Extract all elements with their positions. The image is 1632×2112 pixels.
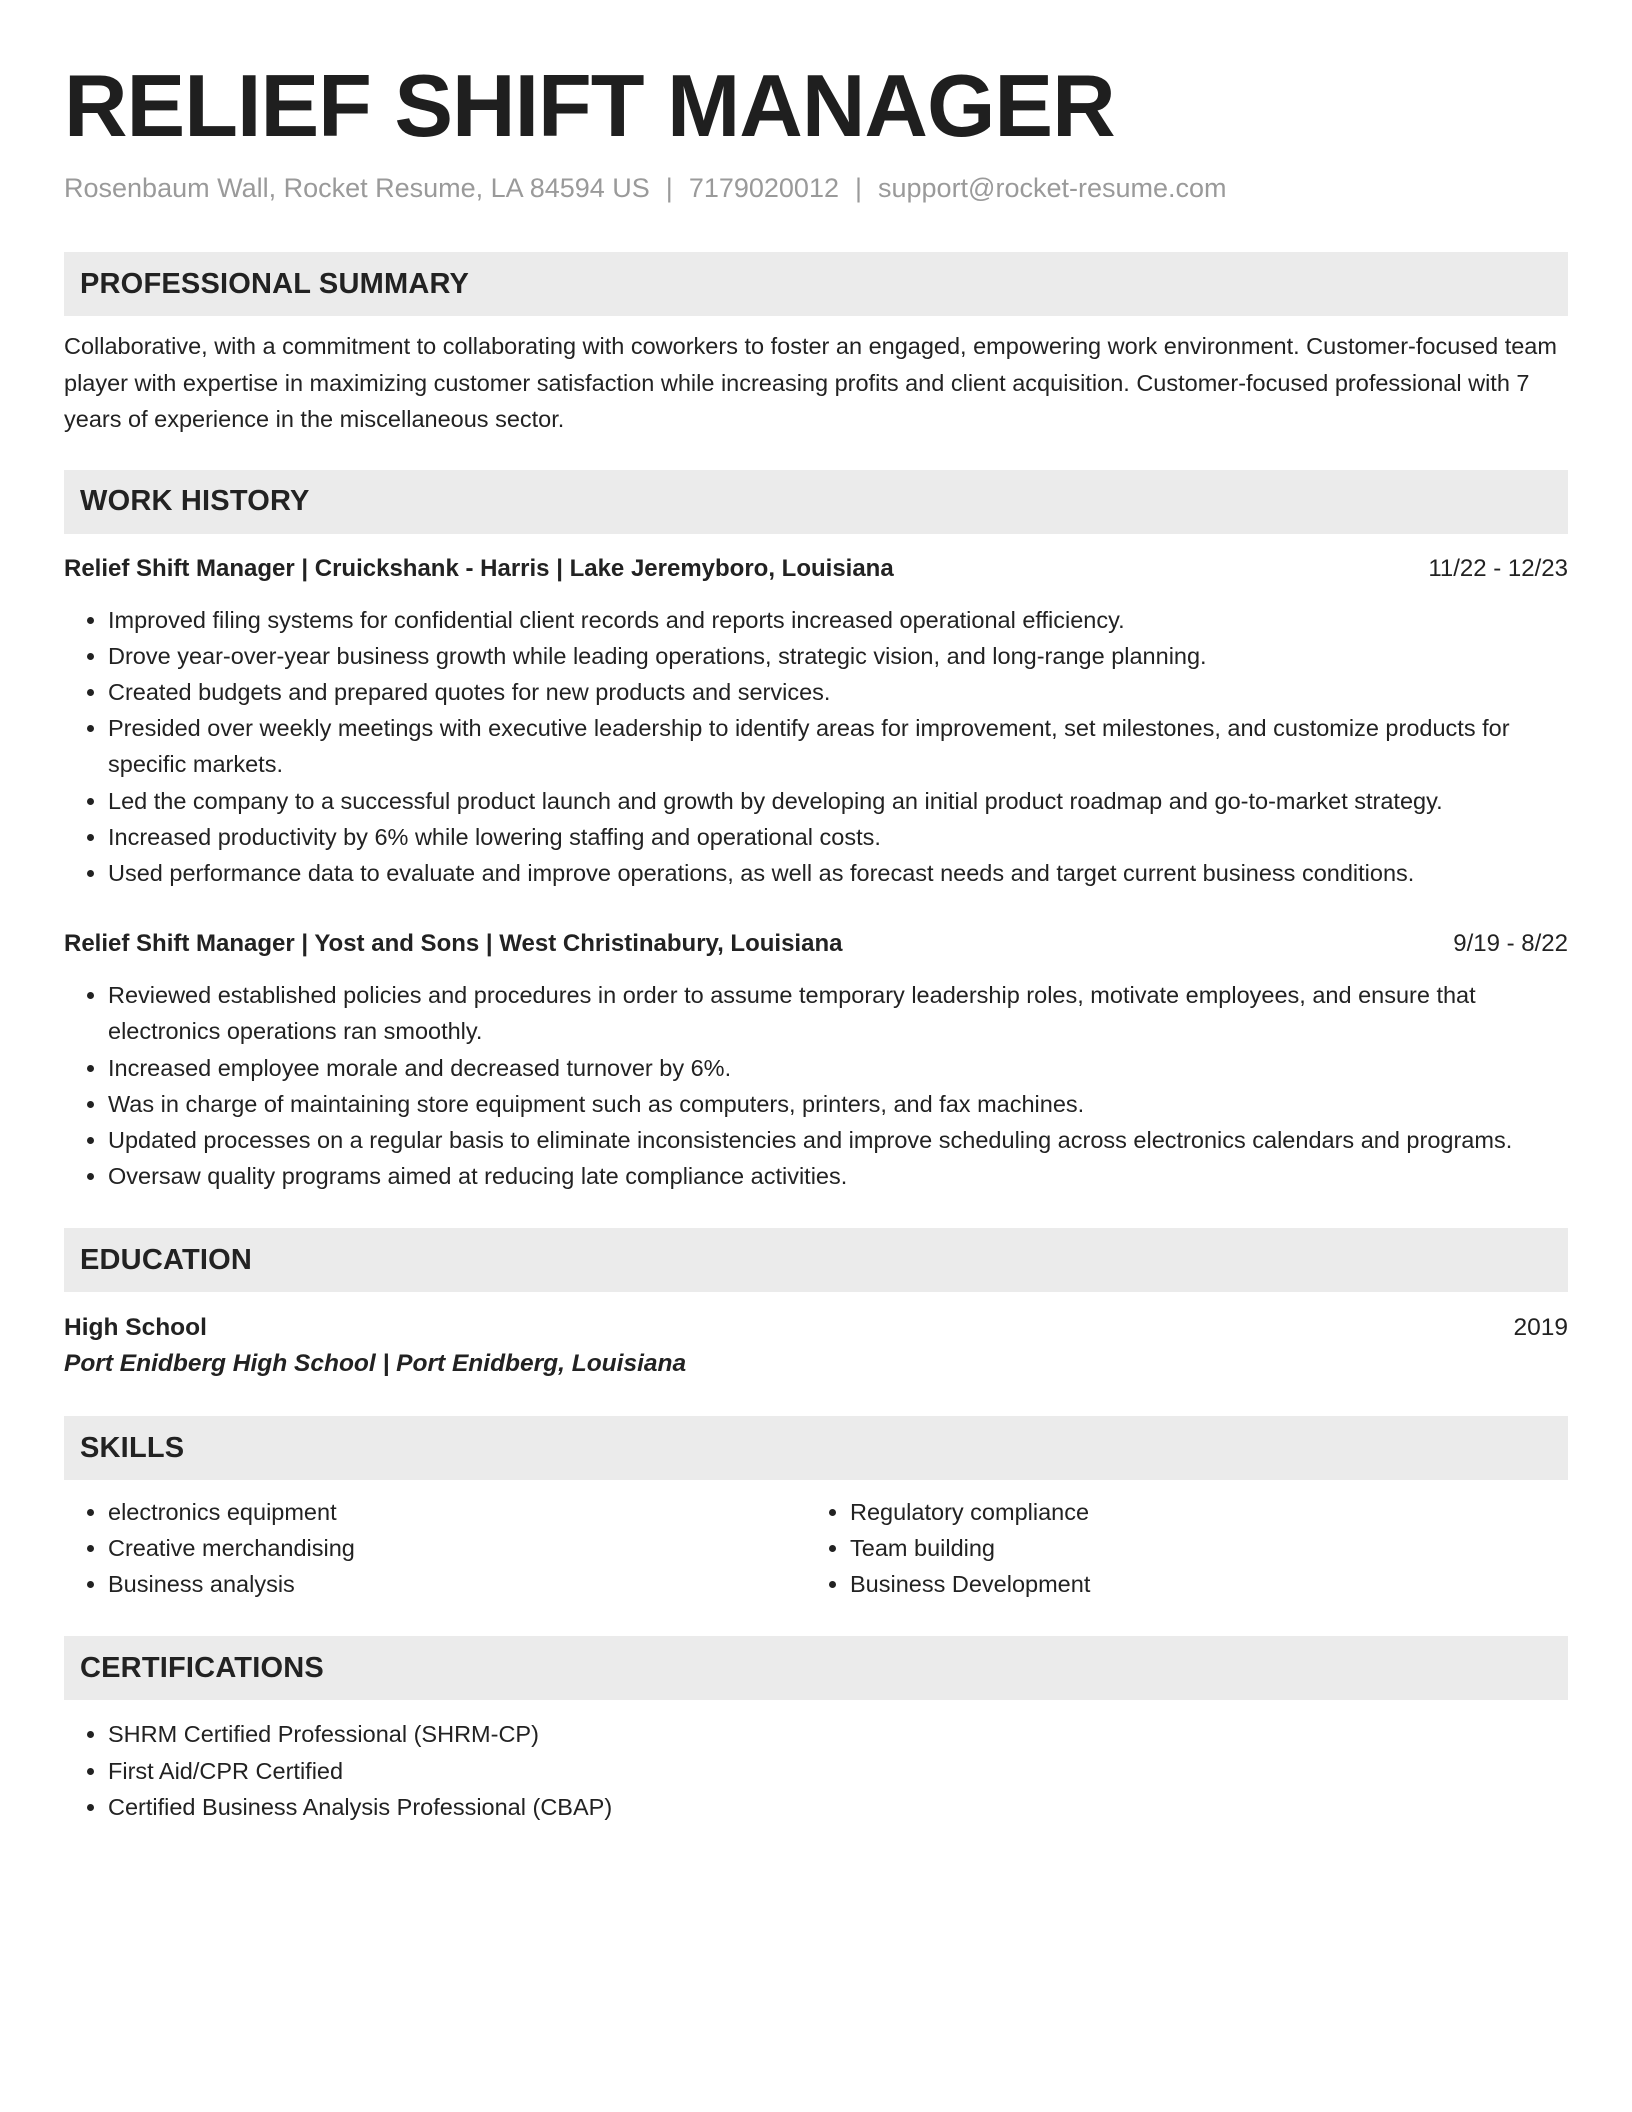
skills-grid [64,1494,1568,1602]
job-bullet: • Was in charge of maintaining store equipment such as computers, printers, and fax machines. [108,1086,1568,1122]
skill-item: • Creative merchandising [108,1530,806,1566]
job-title: Relief Shift Manager | Yost and Sons | West Christinabury, Louisiana [64,930,843,958]
job-bullet: • Drove year-over-year business growth while leading operations, strategic vision, and long-range planning. [108,638,1568,674]
certification-list [64,1716,1568,1825]
job-bullets [64,977,1568,1194]
skill-item: • Regulatory compliance [850,1494,1548,1530]
education-year: 2019 [1513,1314,1568,1342]
job-bullets [64,602,1568,892]
job-entry [64,927,1568,1194]
skill-item: • Business analysis [108,1566,806,1602]
job-bullet: • Oversaw quality programs aimed at reducing late compliance activities. [108,1158,1568,1194]
certification-item: • First Aid/CPR Certified [108,1753,1568,1789]
contact-line [64,170,1568,206]
section-heading-summary: PROFESSIONAL SUMMARY [64,252,1568,316]
job-title: Relief Shift Manager | Cruickshank - Harris | Lake Jeremyboro, Louisiana [64,554,894,582]
section-heading-certifications: CERTIFICATIONS [64,1636,1568,1700]
job-bullet: • Led the company to a successful product launch and growth by developing an initial product roadmap and go-to-market strategy. [108,783,1568,819]
job-bullet: • Increased employee morale and decreased turnover by 6%. [108,1050,1568,1086]
job-entry [64,552,1568,892]
job-header [64,927,1568,961]
section-heading-skills: SKILLS [64,1416,1568,1480]
job-header [64,552,1568,586]
candidate-title: RELIEF SHIFT MANAGER [64,56,1115,155]
skills-column-left [64,1494,806,1602]
contact-email: support@rocket-resume.com [878,173,1227,203]
skills-column-right [806,1494,1548,1602]
contact-phone: 7179020012 [688,173,839,203]
section-heading-work-history: WORK HISTORY [64,470,1568,534]
contact-address: Rosenbaum Wall, Rocket Resume, LA 84594 US [64,173,650,203]
contact-separator: | [665,173,673,203]
job-bullet: • Improved filing systems for confidential client records and reports increased operational efficiency. [108,602,1568,638]
job-dates: 11/22 - 12/23 [1428,554,1568,582]
job-bullet: • Used performance data to evaluate and improve operations, as well as forecast needs and target current business conditions. [108,855,1568,891]
contact-separator: | [854,173,862,203]
section-heading-education: EDUCATION [64,1228,1568,1292]
resume-page [64,56,1568,1825]
skill-item: • Business Development [850,1566,1548,1602]
job-bullet: • Increased productivity by 6% while lowering staffing and operational costs. [108,819,1568,855]
education-entry [64,1310,1568,1346]
education-degree: High School [64,1314,207,1342]
education-school: Port Enidberg High School | Port Enidberg, Louisiana [64,1350,687,1378]
skill-item: • Team building [850,1530,1548,1566]
job-bullet: • Created budgets and prepared quotes for new products and services. [108,674,1568,710]
job-bullet: • Presided over weekly meetings with executive leadership to identify areas for improvement, set milestones, and customize products for specific markets. [108,710,1568,782]
certification-item: • SHRM Certified Professional (SHRM-CP) [108,1716,1568,1752]
job-bullet: • Reviewed established policies and procedures in order to assume temporary leadership roles, motivate employees, and ensure that electronics operations ran smoothly. [108,977,1568,1049]
summary-text: Collaborative, with a commitment to collaborating with coworkers to foster an engaged, empowering work environment. Customer-focused team player with expertise in maximizing customer satisfaction while increasing profits and client acquisition. Customer-focused professional with 7 years of experience in the miscellaneous sector. [64,333,1557,432]
job-dates: 9/19 - 8/22 [1453,930,1568,958]
job-bullet: • Updated processes on a regular basis to eliminate inconsistencies and improve scheduling across electronics calendars and programs. [108,1122,1568,1158]
skill-item: • electronics equipment [108,1494,806,1530]
certification-item: • Certified Business Analysis Professional (CBAP) [108,1789,1568,1825]
